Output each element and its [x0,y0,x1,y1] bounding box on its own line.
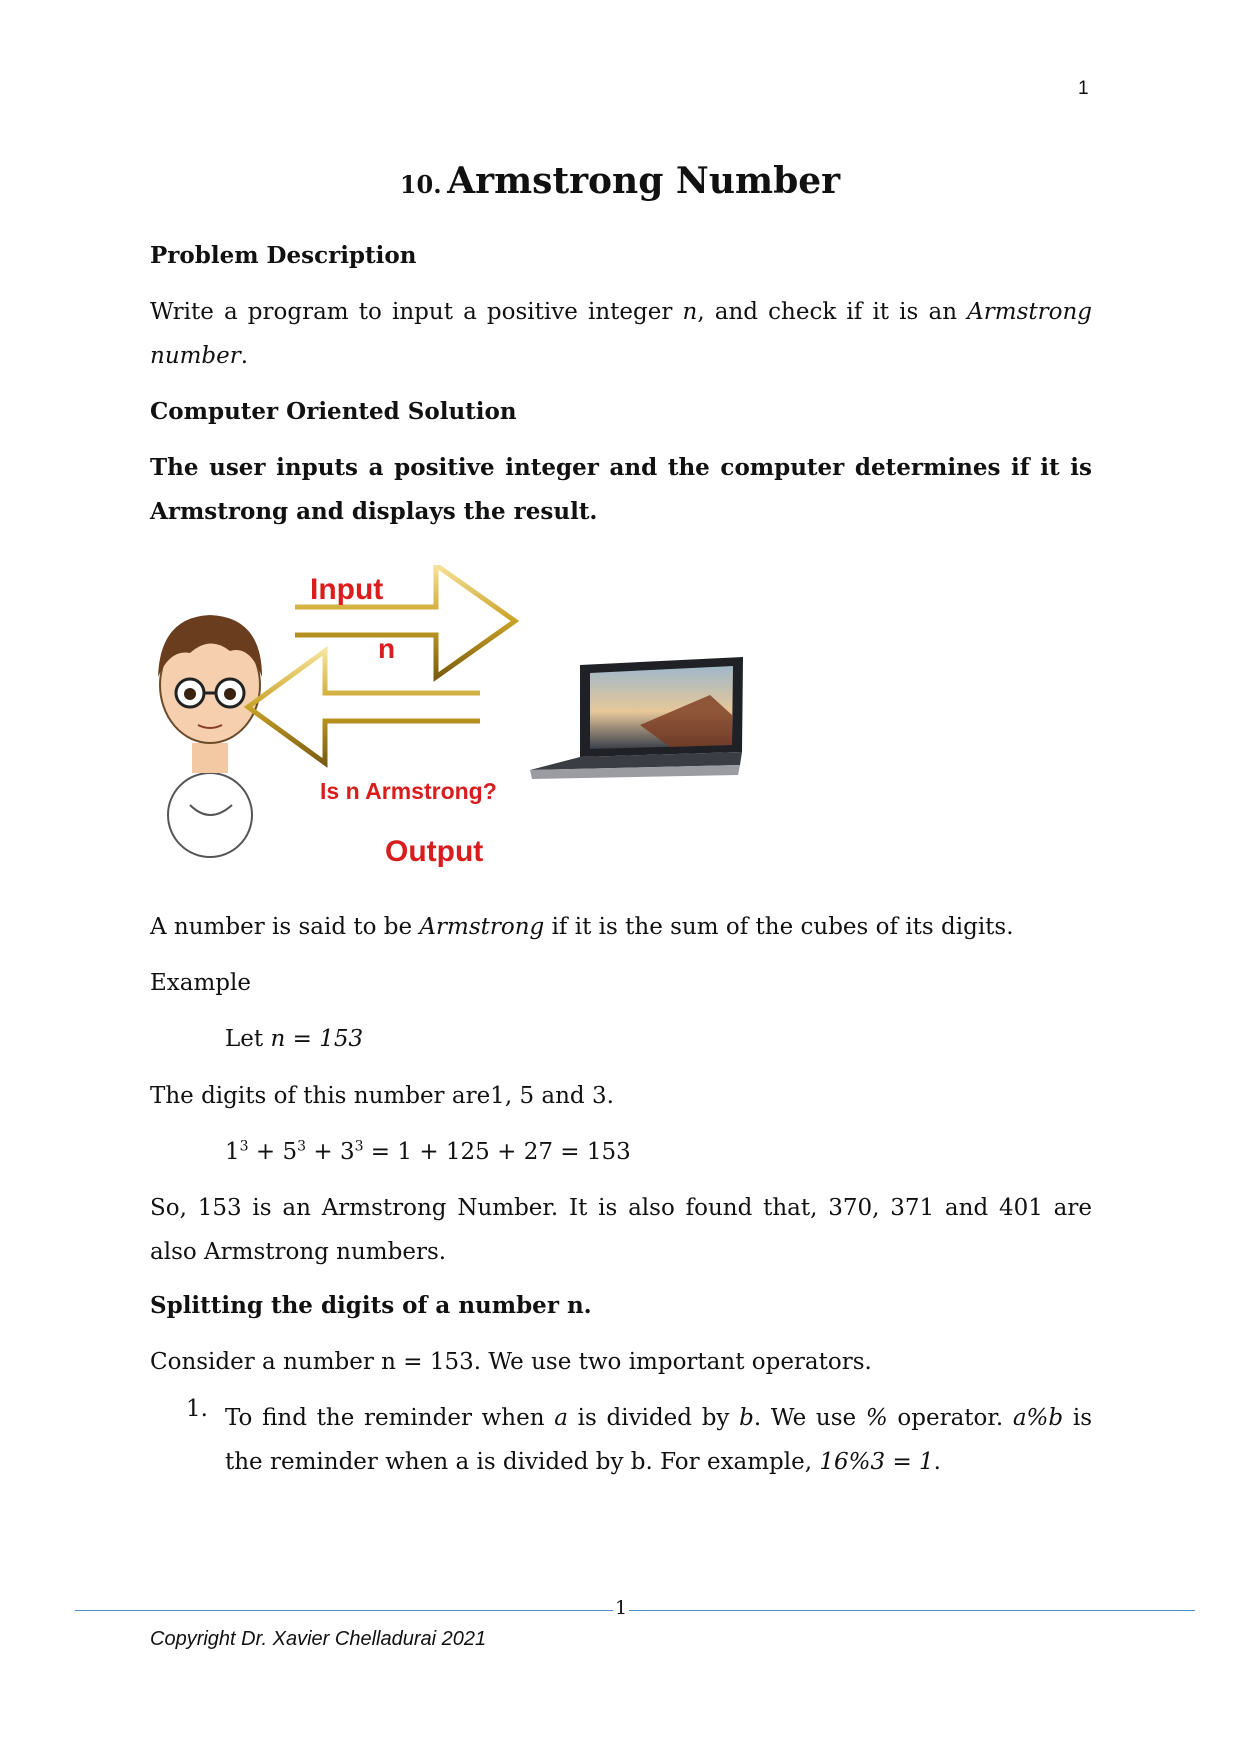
input-output-diagram [150,565,750,885]
output-label: Output [385,835,484,868]
page-title [0,160,1240,202]
laptop-illustration [530,657,743,779]
student-illustration [158,615,262,857]
armstrong-definition: A number is said to be Armstrong if it is the sum of the cubes of its digits. [150,914,1014,940]
problem-text: Write a program to input a positive integer n, and check if it is an Armstrong number. [150,299,1092,369]
page-number-top: 1 [1078,78,1089,99]
variable-label: n [378,633,396,664]
chapter-number: 10. [399,170,442,199]
output-arrow [248,651,510,763]
splitting-intro: Consider a number n = 153. We use two important operators. [150,1349,872,1375]
example-label: Example [150,970,251,996]
splitting-heading: Splitting the digits of a number n. [150,1292,592,1319]
example-digits: The digits of this number are1, 5 and 3. [150,1083,614,1109]
example-conclusion: So, 153 is an Armstrong Number. It is also found that, 370, 371 and 401 are also Armstrong numbers. [150,1195,1092,1265]
list-item: To find the reminder when a is divided by b. We use % operator. a%b is the reminder when a is divided by b. For example, 16%3 = 1. [225,1405,1092,1475]
copyright-notice: Copyright Dr. Xavier Chelladurai 2021 [150,1628,487,1650]
list-item-number: 1. [186,1396,208,1422]
example-let: Let n = 153 [225,1026,364,1052]
solution-heading: Computer Oriented Solution [150,398,517,425]
question-label: Is n Armstrong? [320,778,497,804]
solution-text: The user inputs a positive integer and the computer determines if it is Armstrong and displays the result. [150,454,1092,525]
problem-heading: Problem Description [150,242,417,269]
input-label: Input [310,573,384,606]
footer-divider [75,1610,1195,1611]
chapter-title: Armstrong Number [447,160,841,202]
page-number-bottom: 1 [615,1597,628,1619]
example-cube-sum: $1^3 + 5^3 + 3^3 = 1 + 125 + 27 = 153$ [225,1138,631,1165]
